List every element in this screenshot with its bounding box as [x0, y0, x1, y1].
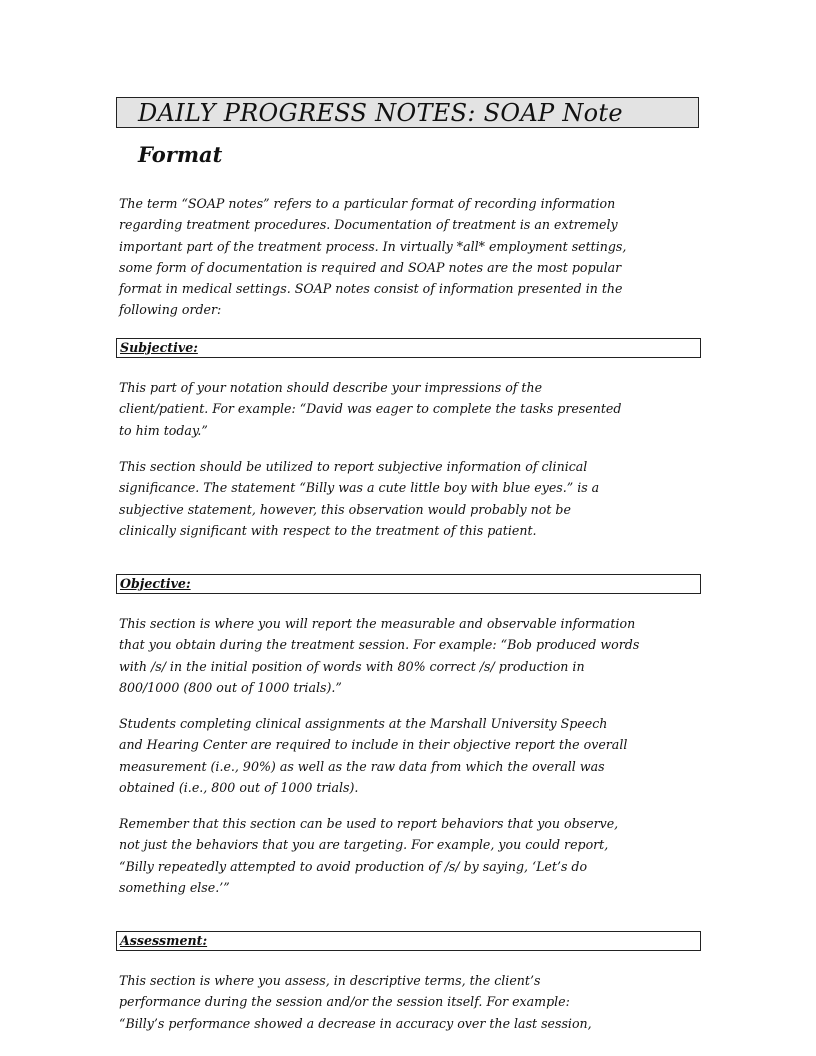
text-line: that you obtain during the treatment session. For example: “Bob produced words [119, 637, 640, 653]
subjective-paragraph-2 [119, 456, 704, 541]
text-line: format in medical settings. SOAP notes consist of information presented in the [119, 281, 623, 297]
text-line: Remember that this section can be used to report behaviors that you observe, [119, 816, 619, 831]
objective-heading-box [116, 574, 701, 594]
objective-paragraph-3 [119, 813, 704, 898]
subjective-heading: Subjective: [120, 340, 198, 355]
text-line: “Billy’s performance showed a decrease in accuracy over the last session, [119, 1015, 592, 1031]
text-line: clinically significant with respect to the treatment of this patient. [119, 522, 537, 538]
text-line: important part of the treatment process. In virtually *all* employment settings, [119, 238, 627, 254]
text-line: client/patient. For example: “David was eager to complete the tasks presented [119, 401, 622, 417]
text-line: This section should be utilized to report subjective information of clinical [119, 459, 588, 474]
text-line: This section is where you will report the measurable and observable information [119, 616, 636, 631]
text-line: and Hearing Center are required to include in their objective report the overall [119, 737, 628, 753]
text-line: regarding treatment procedures. Documentation of treatment is an extremely [119, 217, 618, 233]
assessment-heading: Assessment: [120, 933, 208, 948]
assessment-paragraph-1 [119, 970, 704, 1034]
text-line: following order: [119, 302, 222, 318]
text-line: This part of your notation should describe your impressions of the [119, 380, 543, 395]
text-line: obtained (i.e., 800 out of 1000 trials). [119, 779, 359, 795]
text-line: not just the behaviors that you are targeting. For example, you could report, [119, 837, 609, 853]
objective-heading: Objective: [120, 576, 191, 591]
text-line: The term “SOAP notes” refers to a particular format of recording information [119, 196, 616, 211]
subjective-heading-box [116, 338, 701, 358]
text-line: something else.’” [119, 879, 230, 895]
intro-paragraph [119, 193, 704, 321]
text-line: 800/1000 (800 out of 1000 trials).” [119, 679, 342, 695]
text-line: to him today.” [119, 422, 208, 438]
document-title-continued: Format [138, 142, 223, 167]
text-line: some form of documentation is required and SOAP notes are the most popular [119, 259, 622, 275]
objective-paragraph-1 [119, 613, 704, 698]
document-title: DAILY PROGRESS NOTES: SOAP Note [138, 99, 623, 127]
assessment-heading-box [116, 931, 701, 951]
objective-paragraph-2 [119, 713, 704, 798]
text-line: measurement (i.e., 90%) as well as the raw data from which the overall was [119, 758, 605, 774]
text-line: performance during the session and/or the session itself. For example: [119, 994, 570, 1010]
text-line: subjective statement, however, this observation would probably not be [119, 501, 571, 517]
text-line: This section is where you assess, in descriptive terms, the client’s [119, 973, 541, 988]
text-line: with /s/ in the initial position of words with 80% correct /s/ production in [119, 658, 585, 674]
text-line: significance. The statement “Billy was a cute little boy with blue eyes.” is a [119, 480, 600, 496]
text-line: “Billy repeatedly attempted to avoid production of /s/ by saying, ‘Let’s do [119, 858, 588, 874]
subjective-paragraph-1 [119, 377, 704, 441]
text-line: Students completing clinical assignments at the Marshall University Speech [119, 716, 608, 731]
